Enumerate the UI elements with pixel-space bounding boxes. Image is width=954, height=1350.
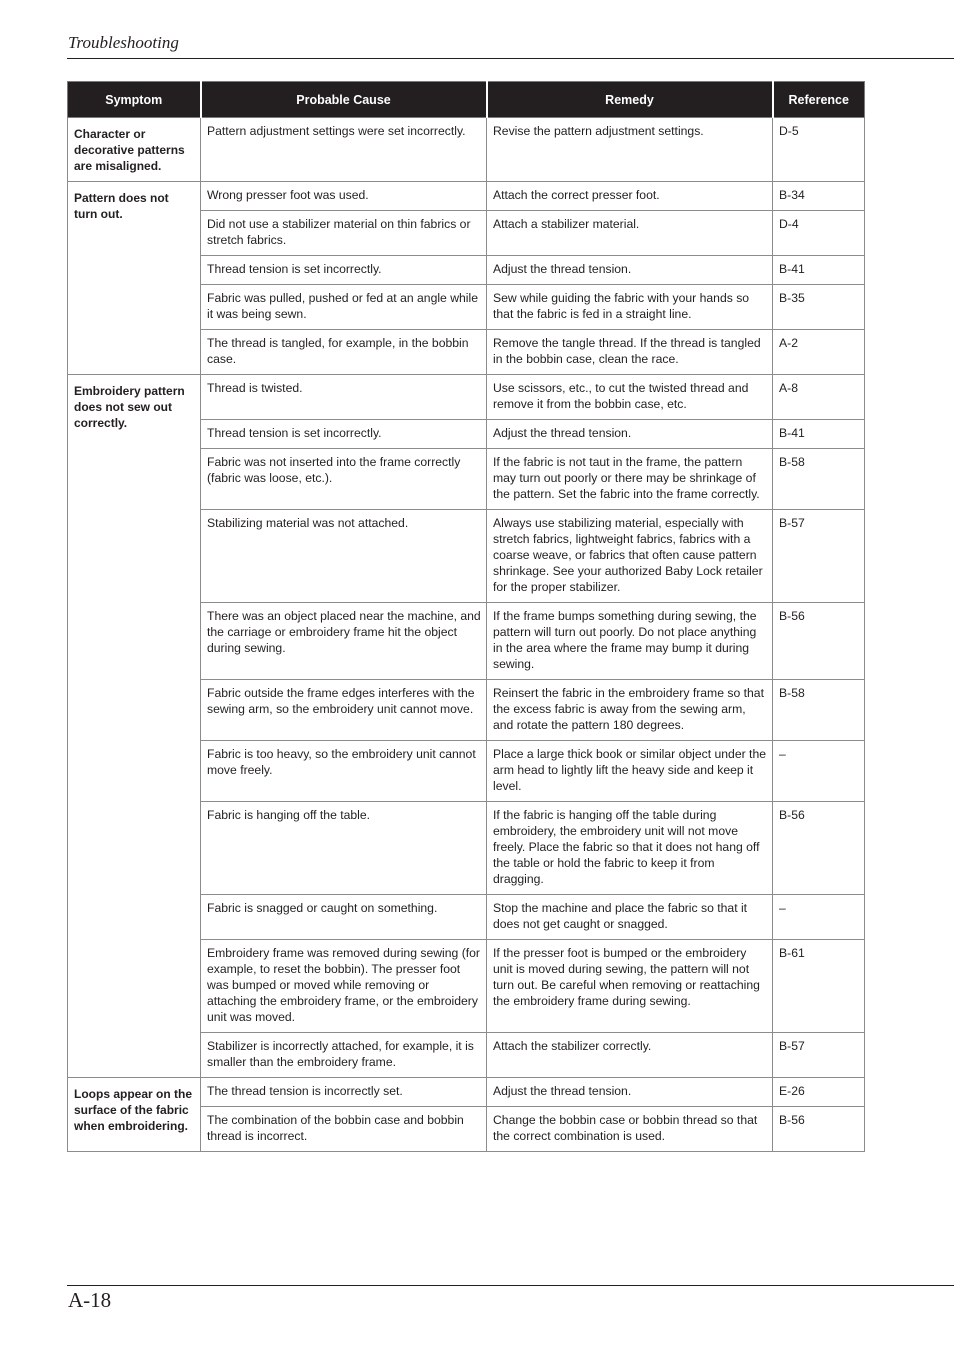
cause-cell: Embroidery frame was removed during sewing (for example, to reset the bobbin). The presser foot was bumped or moved while removing or attaching the embroidery frame, or the embroidery unit was moved. (201, 940, 487, 1033)
remedy-cell: Revise the pattern adjustment settings. (487, 118, 773, 182)
reference-cell: B-35 (773, 285, 865, 330)
remedy-cell: Reinsert the fabric in the embroidery frame so that the excess fabric is away from the sewing arm, and rotate the pattern 180 degrees. (487, 680, 773, 741)
reference-cell: B-56 (773, 1107, 865, 1152)
cause-cell: Stabilizer is incorrectly attached, for example, it is smaller than the embroidery frame. (201, 1033, 487, 1078)
reference-cell: D-4 (773, 211, 865, 256)
symptom-cell: Character or decorative patterns are misaligned. (68, 118, 201, 182)
symptom-cell: Embroidery pattern does not sew out correctly. (68, 375, 201, 1078)
cause-cell: Fabric is snagged or caught on something. (201, 895, 487, 940)
reference-cell: B-57 (773, 1033, 865, 1078)
cause-cell: Stabilizing material was not attached. (201, 510, 487, 603)
reference-cell: B-61 (773, 940, 865, 1033)
remedy-cell: Sew while guiding the fabric with your hands so that the fabric is fed in a straight line. (487, 285, 773, 330)
remedy-cell: If the fabric is not taut in the frame, the pattern may turn out poorly or there may be shrinkage of the pattern. Set the fabric into the frame correctly. (487, 449, 773, 510)
remedy-cell: Attach the stabilizer correctly. (487, 1033, 773, 1078)
remedy-cell: Remove the tangle thread. If the thread is tangled in the bobbin case, clean the race. (487, 330, 773, 375)
footer-divider (67, 1285, 954, 1286)
cause-cell: The combination of the bobbin case and bobbin thread is incorrect. (201, 1107, 487, 1152)
cause-cell: Thread tension is set incorrectly. (201, 256, 487, 285)
reference-cell: B-41 (773, 420, 865, 449)
symptom-cell: Loops appear on the surface of the fabric when embroidering. (68, 1078, 201, 1152)
cause-cell: Did not use a stabilizer material on thin fabrics or stretch fabrics. (201, 211, 487, 256)
reference-cell: A-2 (773, 330, 865, 375)
remedy-cell: If the frame bumps something during sewing, the pattern will turn out poorly. Do not place anything in the area where the frame may bump it during sewing. (487, 603, 773, 680)
cause-cell: Pattern adjustment settings were set incorrectly. (201, 118, 487, 182)
table-row (68, 375, 865, 420)
column-header-reference: Reference (773, 82, 865, 118)
cause-cell: Wrong presser foot was used. (201, 182, 487, 211)
cause-cell: There was an object placed near the machine, and the carriage or embroidery frame hit the object during sewing. (201, 603, 487, 680)
remedy-cell: Place a large thick book or similar object under the arm head to lightly lift the heavy side and keep it level. (487, 741, 773, 802)
reference-cell: B-56 (773, 802, 865, 895)
remedy-cell: Change the bobbin case or bobbin thread so that the correct combination is used. (487, 1107, 773, 1152)
cause-cell: Fabric is hanging off the table. (201, 802, 487, 895)
remedy-cell: Adjust the thread tension. (487, 256, 773, 285)
remedy-cell: Attach a stabilizer material. (487, 211, 773, 256)
table-row (68, 1078, 865, 1107)
header-divider (67, 58, 954, 59)
troubleshooting-table-container (67, 81, 864, 1152)
cause-cell: Fabric is too heavy, so the embroidery unit cannot move freely. (201, 741, 487, 802)
reference-cell: B-56 (773, 603, 865, 680)
reference-cell: B-41 (773, 256, 865, 285)
page-number: A-18 (68, 1288, 112, 1312)
remedy-cell: Use scissors, etc., to cut the twisted thread and remove it from the bobbin case, etc. (487, 375, 773, 420)
reference-cell: – (773, 741, 865, 802)
header-row (68, 82, 865, 118)
cause-cell: The thread is tangled, for example, in the bobbin case. (201, 330, 487, 375)
cause-cell: Fabric was pulled, pushed or fed at an angle while it was being sewn. (201, 285, 487, 330)
column-header-remedy: Remedy (487, 82, 773, 118)
section-title: Troubleshooting (68, 33, 179, 52)
remedy-cell: If the presser foot is bumped or the embroidery unit is moved during sewing, the pattern will not turn out. Be careful when removing or reattaching the embroidery frame during sewing. (487, 940, 773, 1033)
reference-cell: D-5 (773, 118, 865, 182)
troubleshooting-table (67, 81, 865, 1152)
cause-cell: Thread is twisted. (201, 375, 487, 420)
reference-cell: B-57 (773, 510, 865, 603)
column-header-probable-cause: Probable Cause (201, 82, 487, 118)
reference-cell: A-8 (773, 375, 865, 420)
remedy-cell: Adjust the thread tension. (487, 420, 773, 449)
table-row (68, 118, 865, 182)
reference-cell: B-58 (773, 680, 865, 741)
table-header (68, 82, 865, 118)
cause-cell: Fabric outside the frame edges interferes with the sewing arm, so the embroidery unit cannot move. (201, 680, 487, 741)
reference-cell: B-34 (773, 182, 865, 211)
reference-cell: B-58 (773, 449, 865, 510)
cause-cell: Thread tension is set incorrectly. (201, 420, 487, 449)
table-row (68, 182, 865, 211)
reference-cell: – (773, 895, 865, 940)
remedy-cell: Always use stabilizing material, especially with stretch fabrics, lightweight fabrics, fabrics with a coarse weave, or fabrics that often cause pattern shrinkage. See your authorized Baby Lock retailer for the proper stabilizer. (487, 510, 773, 603)
cause-cell: Fabric was not inserted into the frame correctly (fabric was loose, etc.). (201, 449, 487, 510)
symptom-cell: Pattern does not turn out. (68, 182, 201, 375)
table-body (68, 118, 865, 1152)
remedy-cell: If the fabric is hanging off the table during embroidery, the embroidery unit will not move freely. Place the fabric so that it does not hang off the table or hold the fabric to keep it from dragging. (487, 802, 773, 895)
remedy-cell: Stop the machine and place the fabric so that it does not get caught or snagged. (487, 895, 773, 940)
cause-cell: The thread tension is incorrectly set. (201, 1078, 487, 1107)
remedy-cell: Attach the correct presser foot. (487, 182, 773, 211)
remedy-cell: Adjust the thread tension. (487, 1078, 773, 1107)
reference-cell: E-26 (773, 1078, 865, 1107)
column-header-symptom: Symptom (68, 82, 201, 118)
